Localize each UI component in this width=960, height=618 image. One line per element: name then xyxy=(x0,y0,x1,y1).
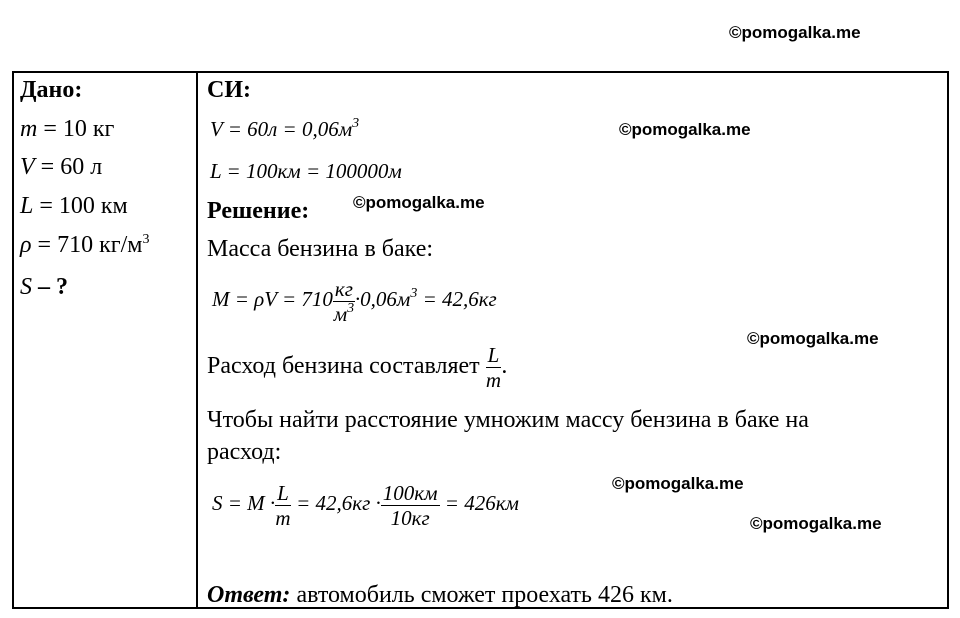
given-density xyxy=(20,231,149,259)
distance-formula-left: S = M · xyxy=(212,491,276,515)
given-unknown xyxy=(20,273,68,301)
given-mass-value: = 10 кг xyxy=(37,116,115,142)
distance-fraction-2-num: 100км xyxy=(382,480,438,505)
distance-text-1: Чтобы найти расстояние умножим массу бензина в баке на xyxy=(207,407,809,433)
given-volume xyxy=(20,153,102,181)
rate-fraction-den: m xyxy=(485,367,502,392)
distance-formula-right: = 426км xyxy=(439,491,519,515)
distance-fraction-1-den: m xyxy=(275,505,291,530)
given-rho-value: = 710 кг/м xyxy=(31,232,143,258)
watermark-si: ©pomogalka.me xyxy=(619,120,751,139)
solution-header: Решение: xyxy=(207,198,310,224)
given-l-var: L xyxy=(20,193,34,219)
si-volume-text: V = 60л = 0,06м xyxy=(210,117,353,141)
mass-fraction-den-sup: 3 xyxy=(347,300,355,316)
distance-formula xyxy=(212,474,519,532)
si-header: СИ: xyxy=(207,77,251,103)
mass-fraction-den-unit: м xyxy=(333,301,348,326)
answer-line xyxy=(207,581,673,609)
si-length-line: L = 100км = 100000м xyxy=(210,159,402,183)
given-l-value: = 100 км xyxy=(33,193,128,219)
distance-fraction-2-den: 10кг xyxy=(390,505,430,530)
given-header: Дано: xyxy=(20,77,83,103)
mass-fraction xyxy=(333,277,355,326)
answer-label: Ответ: xyxy=(207,582,291,608)
mass-fraction-num: кг xyxy=(334,276,353,301)
given-mass xyxy=(20,115,114,143)
mass-formula xyxy=(212,270,497,328)
rate-fraction xyxy=(486,343,502,392)
answer-text: автомобиль сможет проехать 426 км. xyxy=(290,582,673,608)
mass-text: Масса бензина в баке: xyxy=(207,236,434,262)
given-volume-value: = 60 л xyxy=(34,154,103,180)
watermark-solution: ©pomogalka.me xyxy=(353,193,485,212)
rate-fraction-num: L xyxy=(487,342,500,367)
si-volume-line xyxy=(210,115,359,143)
distance-fraction-1 xyxy=(275,481,291,530)
mass-fraction-den xyxy=(333,302,355,326)
unknown-question: ? xyxy=(56,274,68,300)
given-rho-sup: 3 xyxy=(142,232,150,247)
si-volume-sup: 3 xyxy=(352,116,360,131)
given-rho-var: ρ xyxy=(20,232,32,258)
mass-formula-left: M = ρV = 710 xyxy=(212,287,333,311)
given-mass-var: m xyxy=(20,116,38,142)
distance-text-2: расход: xyxy=(207,439,282,465)
mass-formula-mid: ·0,06м xyxy=(354,287,411,311)
rate-line xyxy=(207,338,507,394)
given-distance-l xyxy=(20,192,128,220)
watermark-formula: ©pomogalka.me xyxy=(612,474,744,493)
distance-fraction-2 xyxy=(381,481,440,530)
rate-text: Расход бензина составляет xyxy=(207,353,480,379)
mass-formula-right: = 42,6кг xyxy=(417,287,497,311)
column-divider xyxy=(196,71,198,609)
watermark-bottom: ©pomogalka.me xyxy=(750,514,882,533)
unknown-var: S xyxy=(20,274,32,300)
distance-formula-mid: = 42,6кг · xyxy=(290,491,381,515)
unknown-dash: – xyxy=(32,274,56,300)
rate-end: . xyxy=(501,353,508,379)
mass-formula-mid-sup: 3 xyxy=(410,286,418,301)
watermark-top: ©pomogalka.me xyxy=(729,23,861,42)
given-volume-var: V xyxy=(20,154,35,180)
distance-fraction-1-num: L xyxy=(277,480,289,505)
watermark-mass: ©pomogalka.me xyxy=(747,329,879,348)
